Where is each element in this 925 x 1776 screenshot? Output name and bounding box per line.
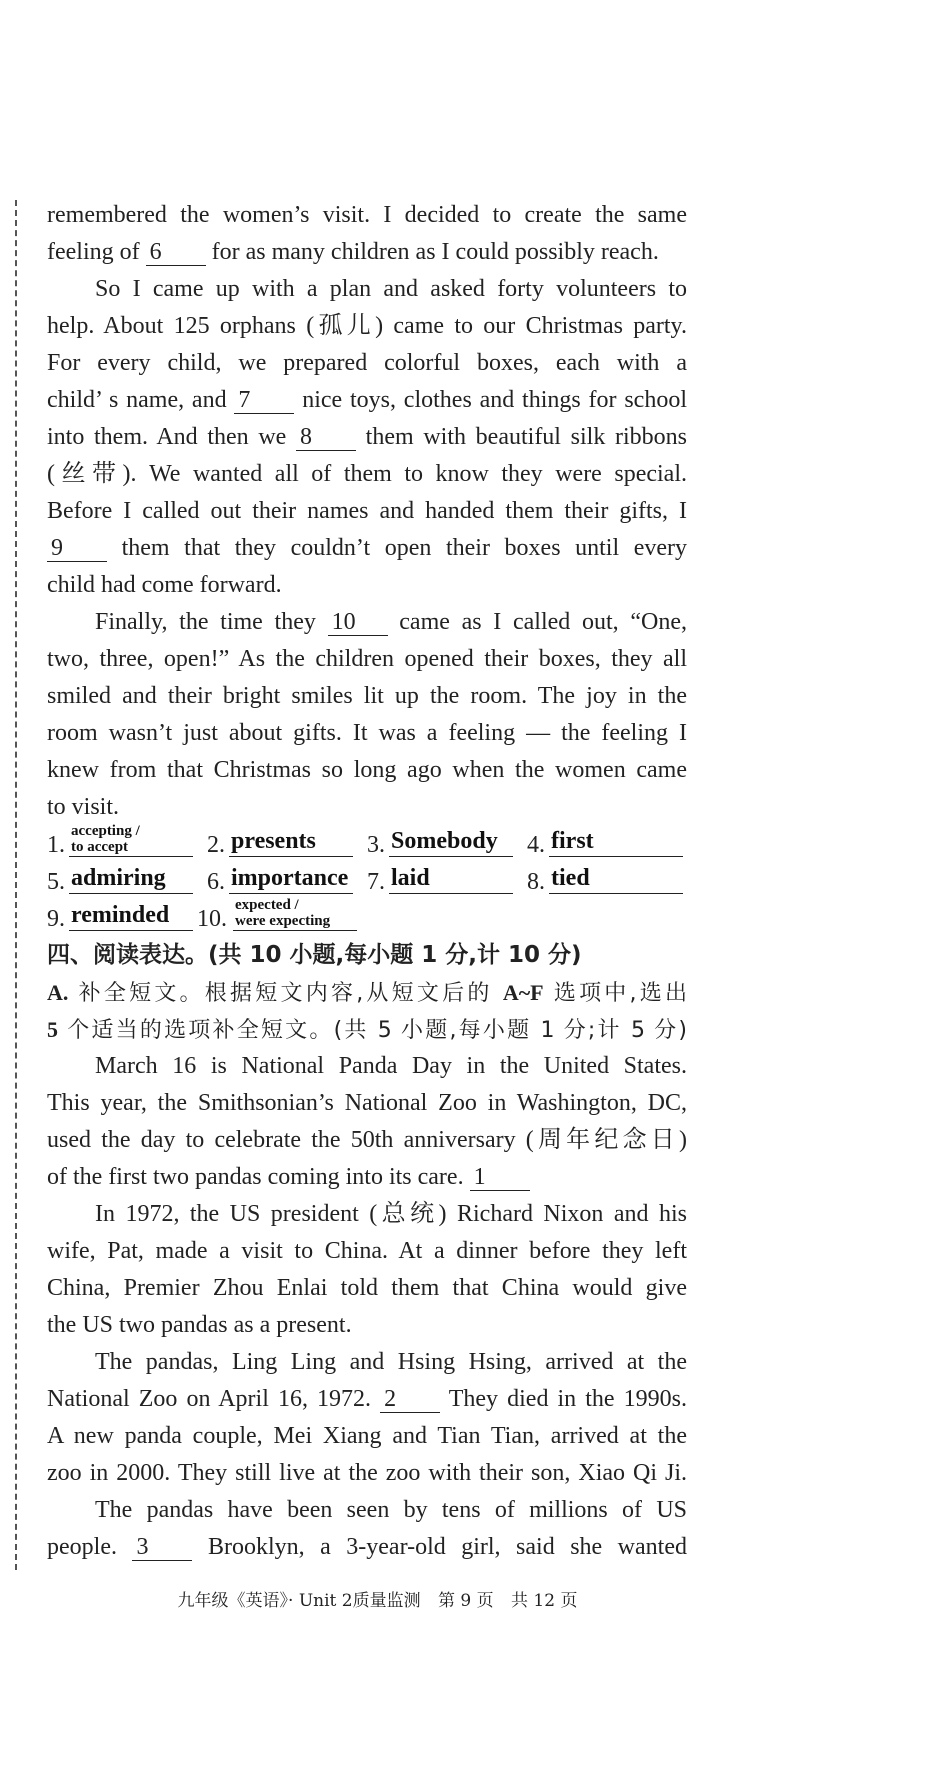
answer-text: tied	[551, 865, 590, 891]
text-fragment: people.	[47, 1534, 133, 1560]
answer-item-6	[207, 863, 357, 900]
answer-blank	[229, 861, 353, 894]
text-line: March 16 is National Panda Day in the United States.	[95, 1053, 687, 1079]
exam-page	[47, 197, 687, 1566]
answer-item-8	[527, 863, 687, 900]
answer-number: 7.	[367, 869, 385, 895]
text-fragment: them that they couldn’t open their boxes until every	[107, 535, 687, 561]
text-line: help. About 125 orphans (孤儿) came to our Christmas party.	[47, 313, 687, 339]
answer-item-3	[367, 826, 517, 863]
answer-blank	[69, 861, 193, 894]
answer-item-9	[47, 900, 197, 937]
text-line: room wasn’t just about gifts. It was a feeling — the feeling I	[47, 720, 687, 746]
text-line	[47, 1529, 687, 1566]
answer-number: 2.	[207, 832, 225, 858]
text-line: the US two pandas as a present.	[47, 1312, 352, 1338]
text-fragment: them with beautiful silk ribbons	[356, 424, 687, 450]
text-line	[47, 530, 687, 567]
gap-number: 6	[146, 239, 206, 266]
answer-number: 10.	[197, 906, 227, 932]
text-line: zoo in 2000. They still live at the zoo with their son, Xiao Qi Ji.	[47, 1460, 687, 1486]
text-fragment: nice toys, clothes and things for school	[294, 387, 687, 413]
text-fragment: of the first two pandas coming into its care.	[47, 1164, 470, 1190]
answer-item-5	[47, 863, 197, 900]
text-line	[47, 1159, 687, 1196]
binding-dashed-line	[15, 200, 17, 1570]
text-line: (丝带). We wanted all of them to know they were special.	[47, 461, 687, 487]
answer-number: 9.	[47, 906, 65, 932]
answer-text: first	[551, 828, 594, 854]
text-line: smiled and their bright smiles lit up the room. The joy in the	[47, 683, 687, 709]
text-line: For every child, we prepared colorful boxes, each with a	[47, 350, 687, 376]
answer-row-2	[47, 863, 687, 900]
text-fragment: National Zoo on April 16, 1972.	[47, 1386, 381, 1412]
text-line: knew from that Christmas so long ago when the women came	[47, 757, 687, 783]
answer-number: 8.	[527, 869, 545, 895]
answer-blank	[389, 824, 513, 857]
answer-text: accepting / to accept	[71, 823, 140, 855]
reading-passage-pandas	[47, 1048, 687, 1566]
answer-item-4	[527, 826, 687, 863]
gap-number: 3	[132, 1534, 192, 1561]
answer-blank	[229, 824, 353, 857]
text-fragment: Brooklyn, a 3-year-old girl, said she wanted	[192, 1534, 687, 1560]
answer-number: 5.	[47, 869, 65, 895]
footer-title: 九年级《英语》· Unit 2质量监测	[177, 1591, 421, 1611]
text-line: A new panda couple, Mei Xiang and Tian Tian, arrived at the	[47, 1423, 687, 1449]
answer-number: 4.	[527, 832, 545, 858]
answer-text: reminded	[71, 902, 170, 928]
answer-number: 6.	[207, 869, 225, 895]
text-line: two, three, open!” As the children opened their boxes, they all	[47, 646, 687, 672]
text-line: Before I called out their names and handed them their gifts, I	[47, 498, 687, 524]
answer-number: 3.	[367, 832, 385, 858]
text-line: remembered the women’s visit. I decided to create the same	[47, 202, 687, 228]
answer-number: 1.	[47, 832, 65, 858]
gap-number: 1	[470, 1164, 530, 1191]
instruction-line-1: A. 补全短文。根据短文内容,从短文后的 A~F 选项中,选出	[47, 980, 687, 1006]
answer-text: presents	[231, 828, 316, 854]
handwritten-answers	[47, 823, 687, 937]
answer-blank	[233, 898, 357, 931]
gap-number: 9	[47, 535, 107, 562]
answer-text: Somebody	[391, 828, 498, 854]
text-line: This year, the Smithsonian’s National Zoo in Washington, DC,	[47, 1090, 687, 1116]
answer-blank	[549, 861, 683, 894]
text-line: China, Premier Zhou Enlai told them that China would give	[47, 1275, 687, 1301]
reading-passage-christmas	[47, 197, 687, 826]
text-line: In 1972, the US president (总统) Richard Nixon and his	[95, 1201, 687, 1227]
text-fragment: child’ s name, and	[47, 387, 235, 413]
text-line	[47, 419, 687, 456]
text-line: to visit.	[47, 794, 120, 820]
instruction-line-2: 5 个适当的选项补全短文。(共 5 小题,每小题 1 分;计 5 分)	[47, 1017, 687, 1043]
footer-total-pages: 共 12 页	[511, 1591, 578, 1611]
text-fragment: Finally, the time they	[95, 609, 328, 635]
text-fragment: came as I called out, “One,	[387, 609, 687, 635]
footer-page-number: 第 9 页	[438, 1591, 494, 1611]
answer-blank	[69, 898, 193, 931]
text-fragment: into them. And then we	[47, 424, 296, 450]
text-line: The pandas have been seen by tens of millions of US	[95, 1497, 687, 1523]
answer-text: laid	[391, 865, 430, 891]
answer-text: expected / were expecting	[235, 897, 331, 929]
text-line: wife, Pat, made a visit to China. At a dinner before they left	[47, 1238, 687, 1264]
answer-blank	[549, 824, 683, 857]
text-fragment: for as many children as I could possibly reach.	[205, 239, 659, 265]
answer-row-3	[47, 897, 687, 937]
gap-number: 2	[380, 1386, 440, 1413]
answer-item-1	[47, 823, 197, 863]
text-line: child had come forward.	[47, 572, 282, 598]
answer-text: admiring	[71, 865, 166, 891]
answer-item-2	[207, 826, 357, 863]
text-line	[47, 1381, 687, 1418]
answer-blank	[389, 861, 513, 894]
text-line: So I came up with a plan and asked forty volunteers to	[95, 276, 687, 302]
answer-item-7	[367, 863, 517, 900]
gap-number: 7	[234, 387, 294, 414]
section-heading: 四、阅读表达。(共 10 小题,每小题 1 分,计 10 分)	[47, 942, 582, 968]
page-footer	[0, 1586, 840, 1611]
answer-item-10	[197, 897, 367, 937]
gap-number: 8	[296, 424, 356, 451]
text-fragment: feeling of	[47, 239, 146, 265]
text-fragment: They died in the 1990s.	[440, 1386, 687, 1412]
gap-number: 10	[328, 609, 388, 636]
text-line	[47, 604, 687, 641]
answer-text: importance	[231, 865, 349, 891]
answer-row-1	[47, 823, 687, 863]
text-line: The pandas, Ling Ling and Hsing Hsing, arrived at the	[95, 1349, 687, 1375]
answer-blank	[69, 824, 193, 857]
text-line: used the day to celebrate the 50th anniversary (周年纪念日)	[47, 1127, 687, 1153]
text-line	[47, 382, 687, 419]
text-line	[47, 234, 687, 271]
